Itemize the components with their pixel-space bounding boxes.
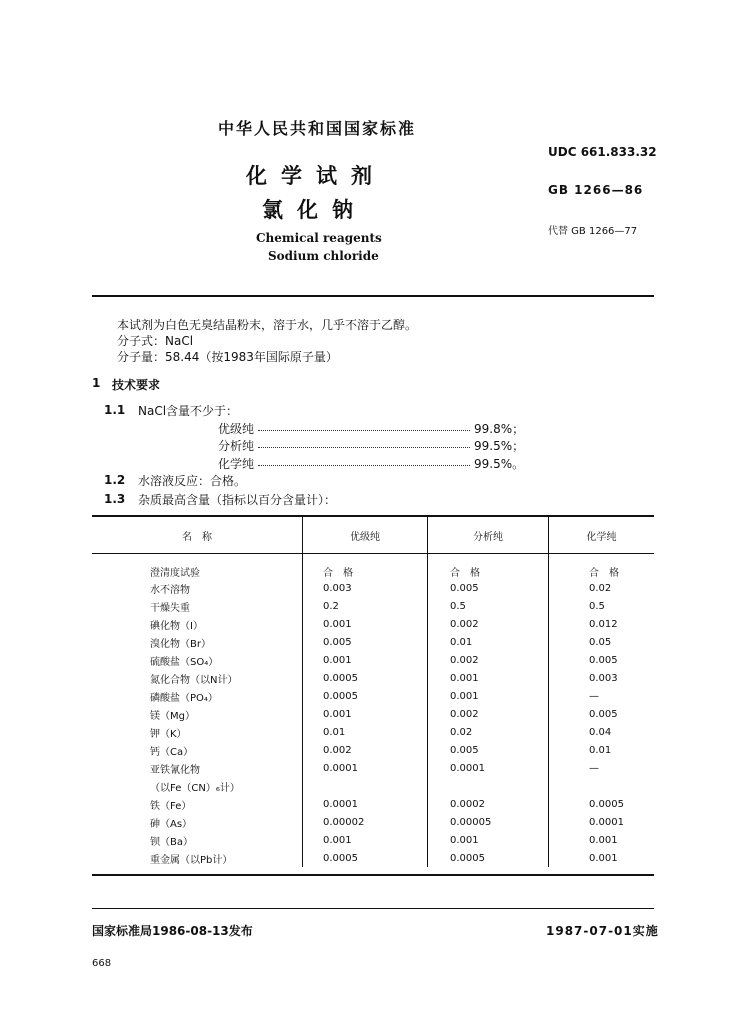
value-cell: 0.0005 (428, 849, 549, 867)
impurity-name-cell: 水不溶物 (150, 584, 190, 596)
value-cell: 0.02 (428, 723, 549, 741)
grade-name: 化学纯 (218, 457, 255, 471)
dot-leader (258, 465, 470, 466)
value-cell: 0.001 (303, 831, 428, 849)
footer-rule (92, 908, 654, 909)
value-cell: 0.001 (303, 705, 428, 723)
value-cell: 0.005 (549, 705, 655, 723)
item-text: NaCl含量不少于： (138, 404, 239, 418)
value-cell (428, 777, 549, 795)
value-cell: 0.005 (428, 579, 549, 597)
value-cell: 合 格 (549, 554, 655, 580)
value-cell: 0.01 (428, 633, 549, 651)
impurity-name-cell: 硫酸盐（SO₄） (150, 656, 219, 668)
impurity-name-cell: （以Fe（CN）₆计） (150, 782, 240, 794)
value-cell: 0.5 (549, 597, 655, 615)
table-bottom-rule (92, 874, 654, 876)
table-row (92, 705, 654, 723)
value-cell: 0.0005 (303, 687, 428, 705)
table-row (92, 554, 654, 580)
value-cell: 0.001 (549, 831, 655, 849)
value-cell: 0.001 (303, 651, 428, 669)
grade-value: 99.5%； (474, 439, 525, 453)
document-subtitle: 氯化钠 (262, 198, 367, 222)
issue-date: 国家标准局1986-08-13发布 (92, 924, 253, 938)
table-row (92, 597, 654, 615)
value-cell: 0.005 (549, 651, 655, 669)
value-cell: 0.0001 (303, 795, 428, 813)
impurity-name-cell: 钙（Ca） (150, 746, 194, 758)
item-text: 杂质最高含量（指标以百分含量计）： (138, 493, 337, 507)
value-cell: 0.001 (428, 687, 549, 705)
table-row (92, 777, 654, 795)
value-cell: 0.003 (303, 579, 428, 597)
value-cell: 0.02 (549, 579, 655, 597)
section-number: 1 (92, 376, 101, 390)
item-number: 1.3 (104, 492, 126, 506)
document-title-english: Chemical reagents (256, 231, 382, 245)
formula-text: 分子式：NaCl (117, 334, 194, 348)
value-cell: 0.001 (428, 669, 549, 687)
impurity-name-cell: 溴化物（Br） (150, 638, 211, 650)
table-row (92, 795, 654, 813)
value-cell: 0.005 (303, 633, 428, 651)
impurity-name-cell: 氮化合物（以N计） (150, 674, 238, 686)
impurity-name-cell: 镁（Mg） (150, 710, 195, 722)
table-row (92, 813, 654, 831)
replaces-note: 代替 GB 1266—77 (548, 226, 638, 237)
table-row (92, 723, 654, 741)
impurity-name-cell: 澄清度试验 (150, 568, 200, 579)
table-row (92, 669, 654, 687)
item-number: 1.2 (104, 473, 126, 487)
value-cell: 0.0002 (428, 795, 549, 813)
description-text: 本试剂为白色无臭结晶粉末，溶于水，几乎不溶于乙醇。 (117, 318, 418, 332)
value-cell: 0.005 (428, 741, 549, 759)
item-number: 1.1 (104, 403, 126, 417)
impurity-name-cell: 干燥失重 (150, 602, 190, 614)
table-row (92, 759, 654, 777)
value-cell (303, 777, 428, 795)
value-cell: 0.01 (303, 723, 428, 741)
column-header: 名 称 (92, 517, 303, 554)
standard-name: 中华人民共和国国家标准 (218, 119, 417, 138)
value-cell: 0.002 (428, 705, 549, 723)
impurity-name-cell: 铁（Fe） (150, 800, 192, 812)
value-cell: 0.04 (549, 723, 655, 741)
table-row (92, 615, 654, 633)
value-cell: — (549, 687, 655, 705)
document-title: 化学试剂 (246, 164, 386, 188)
effective-date: 1987-07-01实施 (546, 924, 659, 938)
value-cell: 0.0001 (428, 759, 549, 777)
table-row (92, 651, 654, 669)
value-cell: 0.003 (549, 669, 655, 687)
impurity-name-cell: 钾（K） (150, 728, 187, 740)
column-header: 优级纯 (303, 517, 428, 554)
value-cell: 0.002 (303, 741, 428, 759)
grade-value: 99.8%； (474, 422, 525, 436)
header-divider (92, 295, 654, 297)
value-cell: 0.05 (549, 633, 655, 651)
value-cell: 0.0001 (303, 759, 428, 777)
table-header-row (92, 517, 654, 554)
section-title: 技术要求 (112, 378, 161, 392)
impurity-table (92, 517, 654, 867)
value-cell: 0.0005 (549, 795, 655, 813)
document-subtitle-english: Sodium chloride (268, 249, 379, 263)
impurity-name-cell: 亚铁氰化物 (150, 764, 200, 776)
value-cell: 0.00002 (303, 813, 428, 831)
table-row (92, 579, 654, 597)
value-cell: 0.001 (428, 831, 549, 849)
value-cell: 0.012 (549, 615, 655, 633)
value-cell: 0.001 (303, 615, 428, 633)
value-cell: 0.001 (549, 849, 655, 867)
column-header: 化学纯 (549, 517, 655, 554)
table-row (92, 849, 654, 867)
table-row (92, 687, 654, 705)
value-cell: 0.01 (549, 741, 655, 759)
column-header: 分析纯 (428, 517, 549, 554)
table-row (92, 741, 654, 759)
grade-value: 99.5%。 (474, 457, 525, 471)
impurity-name-cell: 磷酸盐（PO₄） (150, 692, 218, 704)
dot-leader (258, 447, 470, 448)
value-cell (549, 777, 655, 795)
molecular-weight-text: 分子量：58.44（按1983年国际原子量） (117, 350, 338, 364)
grade-name: 优级纯 (218, 422, 255, 436)
value-cell: — (549, 759, 655, 777)
value-cell: 0.2 (303, 597, 428, 615)
impurity-name-cell: 钡（Ba） (150, 836, 193, 848)
page-number: 668 (92, 958, 112, 969)
table-row (92, 633, 654, 651)
grade-name: 分析纯 (218, 439, 255, 453)
dot-leader (258, 430, 470, 431)
value-cell: 合 格 (428, 554, 549, 580)
value-cell: 0.00005 (428, 813, 549, 831)
value-cell: 0.5 (428, 597, 549, 615)
impurity-name-cell: 砷（As） (150, 818, 193, 830)
table-row (92, 831, 654, 849)
value-cell: 0.002 (428, 615, 549, 633)
value-cell: 0.0005 (303, 849, 428, 867)
gb-code: GB 1266—86 (548, 183, 644, 197)
impurity-name-cell: 碘化物（I） (150, 620, 203, 632)
value-cell: 0.0005 (303, 669, 428, 687)
item-text: 水溶液反应：合格。 (138, 474, 247, 488)
value-cell: 0.0001 (549, 813, 655, 831)
impurity-name-cell: 重金属（以Pb计） (150, 854, 233, 866)
value-cell: 合 格 (303, 554, 428, 580)
value-cell: 0.002 (428, 651, 549, 669)
udc-code: UDC 661.833.32 (548, 145, 657, 159)
